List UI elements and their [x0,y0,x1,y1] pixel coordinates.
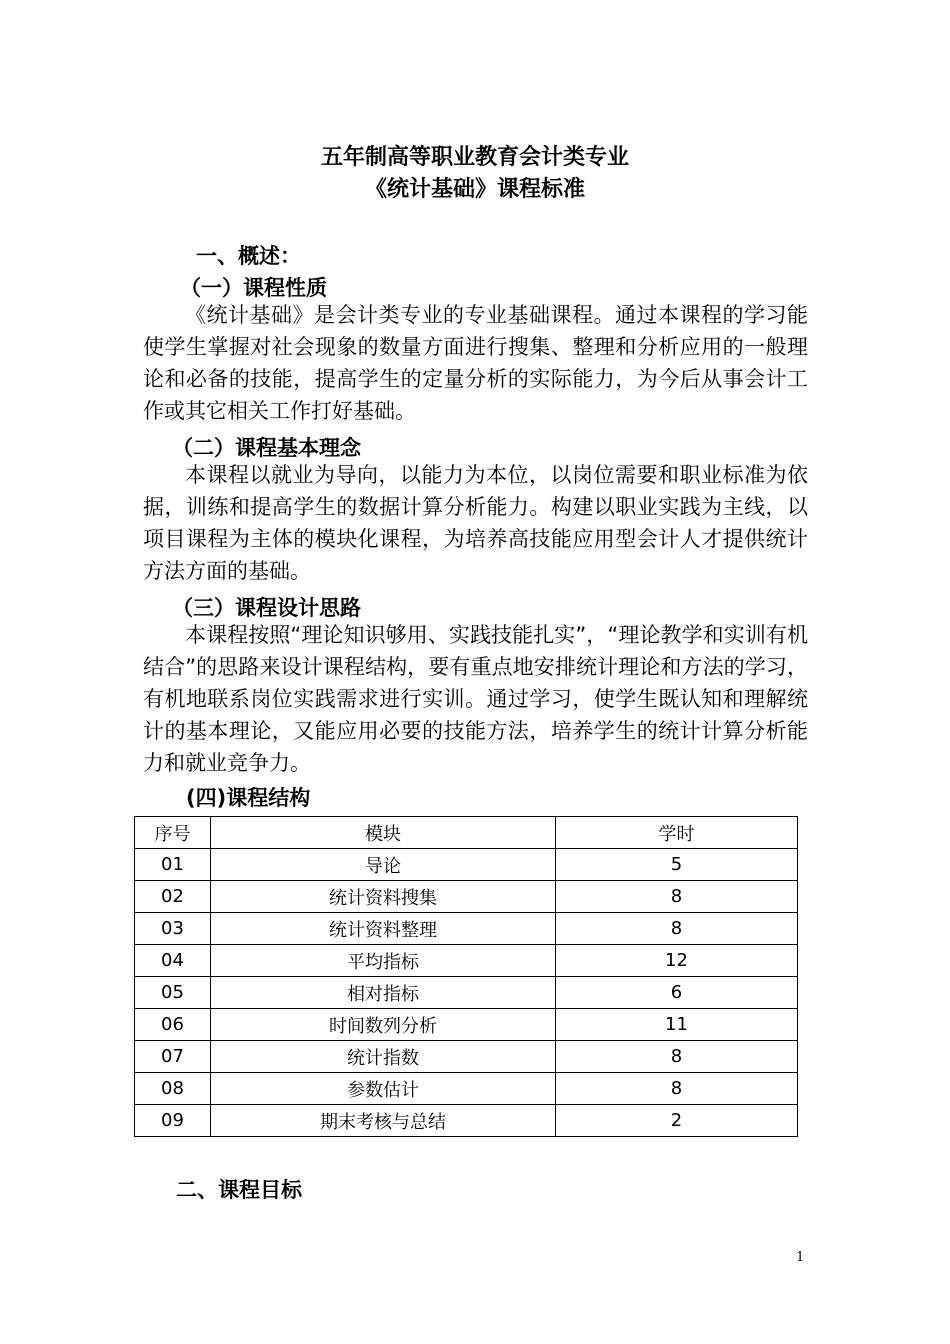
table-row [135,1041,798,1073]
row-module: 期末考核与总结 [211,1105,556,1137]
header-module: 模块 [211,817,556,849]
row-index: 04 [135,945,211,977]
doc-title-line1: 五年制高等职业教育会计类专业 [320,145,629,170]
sub4-heading: (四)课程结构 [186,786,311,810]
sub2-heading: （二）课程基本理念 [172,436,361,460]
sub1-paragraph: 《统计基础》是会计类专业的专业基础课程。通过本课程的学习能使学生掌握对社会现象的数量方面进行搜集、整理和分析应用的一般理论和必备的技能，提高学生的定量分析的实际能力，为今后从事会计工作或其它相关工作打好基础。 [143,303,808,423]
row-hours: 2 [556,1105,798,1137]
table-row [135,977,798,1009]
table-row [135,1009,798,1041]
header-hours: 学时 [556,817,798,849]
row-hours: 11 [556,1009,798,1041]
row-index: 01 [135,849,211,881]
row-hours: 12 [556,945,798,977]
row-index: 07 [135,1041,211,1073]
row-module: 统计资料搜集 [211,881,556,913]
row-index: 09 [135,1105,211,1137]
table-row [135,1105,798,1137]
sub2-paragraph: 本课程以就业为导向，以能力为本位，以岗位需要和职业标准为依据，训练和提高学生的数据计算分析能力。构建以职业实践为主线，以项目课程为主体的模块化课程，为培养高技能应用型会计人才提供统计方法方面的基础。 [143,463,808,583]
sub1-heading: （一）课程性质 [180,276,327,300]
table-row [135,913,798,945]
row-index: 08 [135,1073,211,1105]
sub3-heading: （三）课程设计思路 [172,596,361,620]
row-hours: 5 [556,849,798,881]
row-module: 统计资料整理 [211,913,556,945]
row-hours: 8 [556,913,798,945]
row-index: 06 [135,1009,211,1041]
header-index: 序号 [135,817,211,849]
table-row [135,849,798,881]
row-hours: 6 [556,977,798,1009]
row-hours: 8 [556,1073,798,1105]
row-module: 统计指数 [211,1041,556,1073]
table-row [135,1073,798,1105]
sub3-paragraph: 本课程按照“理论知识够用、实践技能扎实”，“理论教学和实训有机结合”的思路来设计课程结构，要有重点地安排统计理论和方法的学习，有机地联系岗位实践需求进行实训。通过学习，使学生既认知和理解统计的基本理论，又能应用必要的技能方法，培养学生的统计计算分析能力和就业竞争力。 [143,623,808,775]
row-module: 时间数列分析 [211,1009,556,1041]
table-row [135,881,798,913]
row-module: 导论 [211,849,556,881]
row-index: 03 [135,913,211,945]
doc-title-line2: 《统计基础》课程标准 [364,177,585,202]
row-module: 参数估计 [211,1073,556,1105]
table-row [135,945,798,977]
page-number: 1 [796,1250,805,1265]
section1-heading: 一、概述： [196,244,301,268]
table-header-row [135,817,798,849]
section2-heading: 二、课程目标 [176,1178,302,1202]
row-module: 平均指标 [211,945,556,977]
course-structure-table [134,816,798,1137]
row-index: 05 [135,977,211,1009]
row-hours: 8 [556,881,798,913]
row-module: 相对指标 [211,977,556,1009]
row-hours: 8 [556,1041,798,1073]
row-index: 02 [135,881,211,913]
